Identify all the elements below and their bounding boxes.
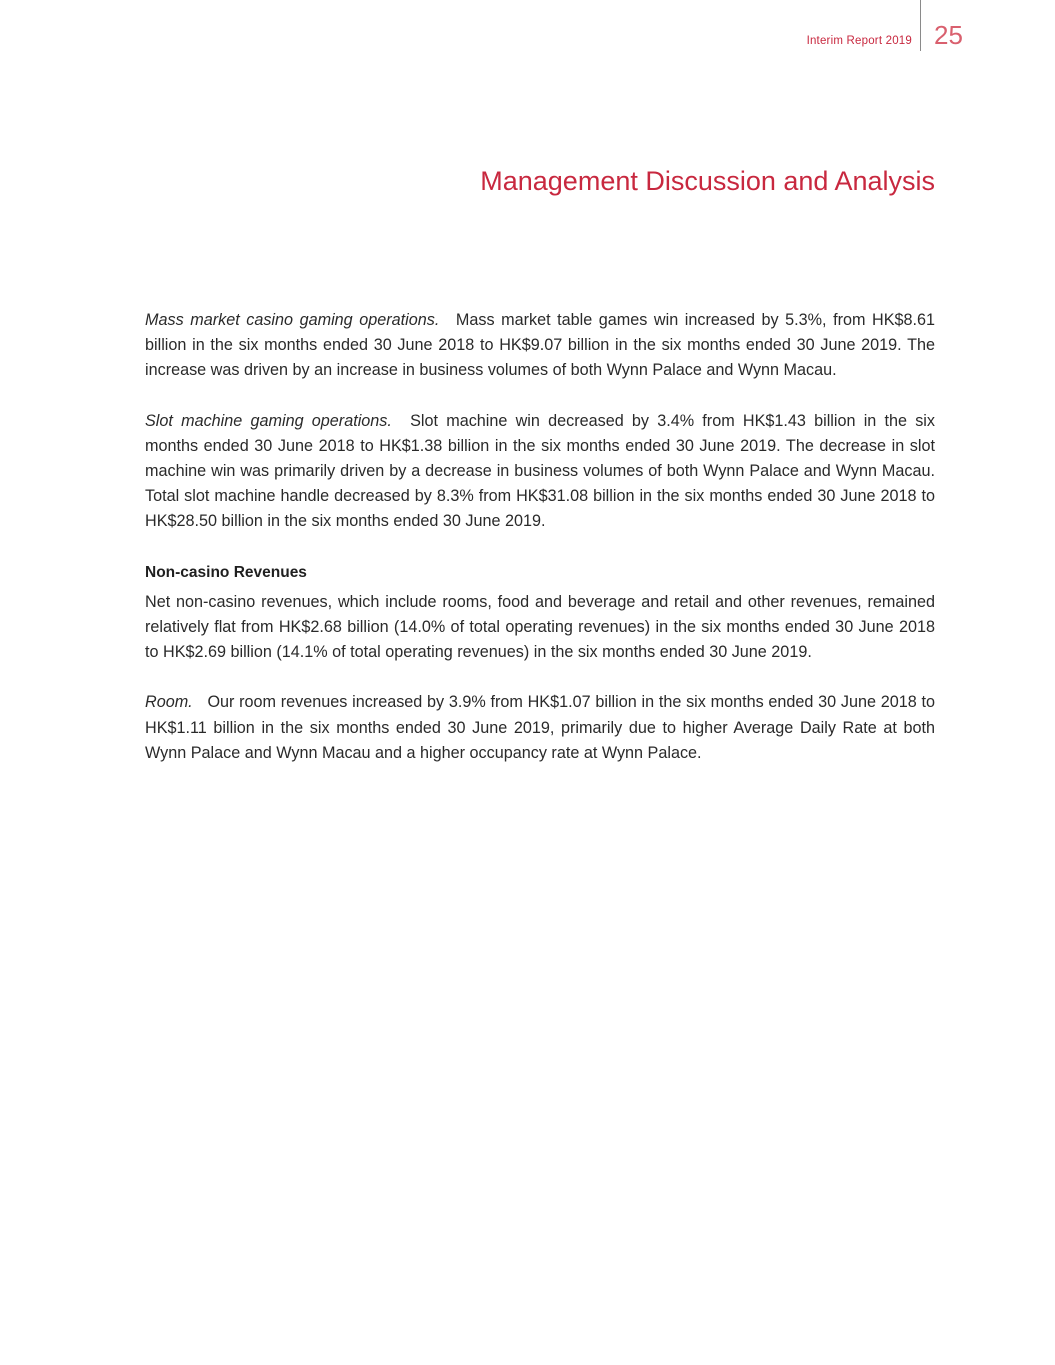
non-casino-paragraph: Net non-casino revenues, which include rooms, food and beverage and retail and other revenues, remained relatively flat from HK$2.68 billion (14.0% of total operating revenues) in the six months ended 30 June 2018 to HK$2.69 billion (14.1% of total operating revenues) in the six months ended 30 June 2019.: [145, 592, 935, 662]
body-content: [145, 308, 935, 791]
header-divider: [920, 0, 921, 51]
page-title: Management Discussion and Analysis: [480, 166, 935, 196]
mass-market-paragraph: [145, 308, 935, 384]
room-text: Our room revenues increased by 3.9% from HK$1.07 billion in the six months ended 30 June 2018 to HK$1.11 billion in the six months ended 30 June 2019, primarily due to higher Average Daily Rate at both Wynn Palace and Wynn Macau and a higher occupancy rate at Wynn Palace.: [145, 693, 935, 762]
room-lead-in: Room.: [145, 693, 193, 712]
room-paragraph: [145, 690, 935, 766]
mass-market-text: Mass market table games win increased by 5.3%, from HK$8.61 billion in the six months ended 30 June 2018 to HK$9.07 billion in the six months ended 30 June 2019. The increase was driven by an increase in business volumes of both Wynn Palace and Wynn Macau.: [145, 311, 936, 380]
slot-machine-text: Slot machine win decreased by 3.4% from HK$1.43 billion in the six months ended 30 June 2018 to HK$1.38 billion in the six months ended 30 June 2019. The decrease in slot machine win was primarily driven by a decrease in business volumes of both Wynn Palace and Wynn Macau. Total slot machine handle decreased by 8.3% from HK$31.08 billion in the six months ended 30 June 2018 to HK$28.50 billion in the six months ended 30 June 2019.: [145, 411, 935, 531]
slot-machine-paragraph: [145, 409, 935, 535]
slot-machine-lead-in: Slot machine gaming operations.: [145, 411, 392, 430]
mass-market-lead-in: Mass market casino gaming operations.: [145, 311, 440, 329]
non-casino-heading: Non-casino Revenues: [145, 563, 307, 581]
report-label: Interim Report 2019: [806, 35, 912, 47]
page-number: 25: [934, 20, 963, 50]
